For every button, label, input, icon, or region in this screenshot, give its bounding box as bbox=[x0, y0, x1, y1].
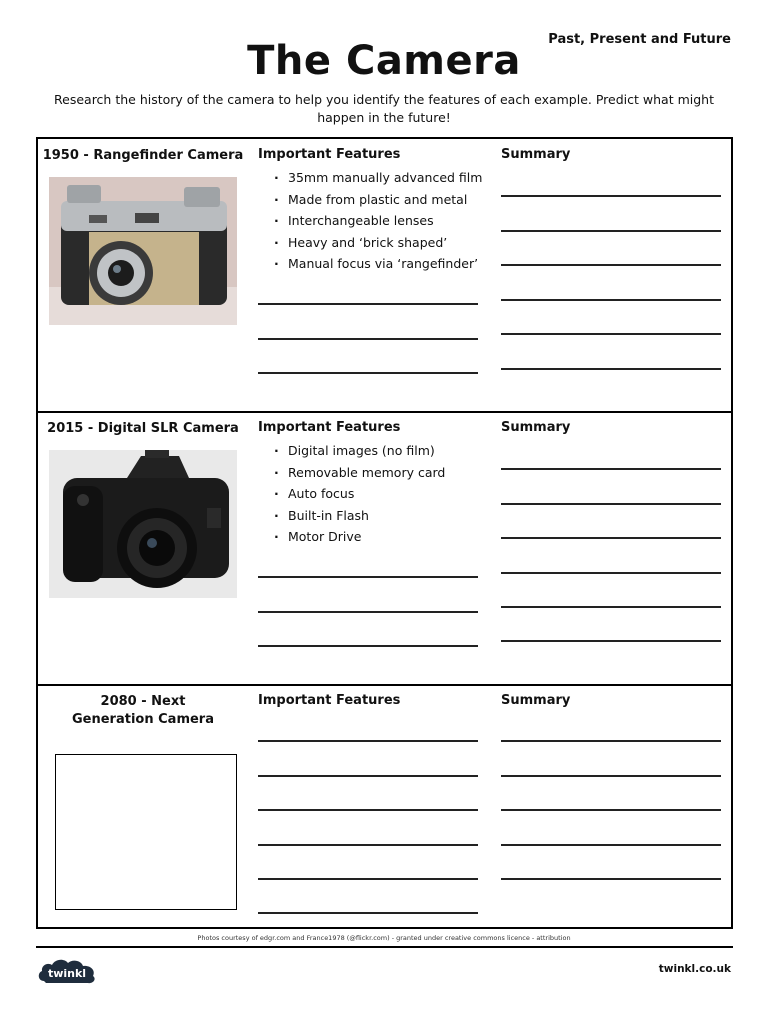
summary-writing-line[interactable] bbox=[501, 368, 721, 370]
website-link[interactable]: twinkl.co.uk bbox=[658, 963, 731, 975]
row-next-generation bbox=[38, 685, 731, 925]
summary-writing-line[interactable] bbox=[501, 740, 721, 742]
feature-item: · Motor Drive bbox=[274, 526, 445, 548]
feature-writing-line[interactable] bbox=[258, 740, 478, 742]
summary-writing-line[interactable] bbox=[501, 537, 721, 539]
feature-list bbox=[274, 440, 445, 548]
feature-item: · Removable memory card bbox=[274, 462, 445, 484]
feature-writing-line[interactable] bbox=[258, 611, 478, 613]
feature-item: · Digital images (no film) bbox=[274, 440, 445, 462]
feature-item: · Made from plastic and metal bbox=[274, 189, 482, 211]
page-title: The Camera bbox=[247, 38, 521, 84]
feature-writing-line[interactable] bbox=[258, 844, 478, 846]
summary-heading: Summary bbox=[501, 147, 571, 162]
feature-writing-line[interactable] bbox=[258, 912, 478, 914]
summary-writing-line[interactable] bbox=[501, 775, 721, 777]
camera-table bbox=[36, 137, 733, 929]
photo-credit: Photos courtesy of edgr.com and France1978 (@flickr.com) - granted under creative commons licence - attribution bbox=[197, 934, 571, 942]
feature-item: · Manual focus via ‘rangefinder’ bbox=[274, 253, 482, 275]
row-digital-slr bbox=[38, 412, 731, 686]
feature-item: · Heavy and ‘brick shaped’ bbox=[274, 232, 482, 254]
intro-text: Research the history of the camera to help you identify the features of each example. Predict what might happen in the future! bbox=[54, 92, 714, 125]
summary-writing-line[interactable] bbox=[501, 468, 721, 470]
twinkl-logo[interactable] bbox=[36, 955, 98, 987]
feature-item: · 35mm manually advanced film bbox=[274, 167, 482, 189]
feature-writing-line[interactable] bbox=[258, 645, 478, 647]
topic-label: Past, Present and Future bbox=[548, 32, 731, 47]
camera-title: 1950 - Rangefinder Camera bbox=[42, 148, 244, 163]
features-heading: Important Features bbox=[258, 693, 401, 708]
summary-writing-line[interactable] bbox=[501, 503, 721, 505]
summary-writing-line[interactable] bbox=[501, 606, 721, 608]
summary-writing-line[interactable] bbox=[501, 195, 721, 197]
summary-heading: Summary bbox=[501, 420, 571, 435]
slr-photo bbox=[49, 450, 237, 598]
summary-writing-line[interactable] bbox=[501, 844, 721, 846]
logo-text: twinkl bbox=[47, 967, 87, 980]
drawing-box[interactable] bbox=[55, 754, 237, 910]
feature-item: · Auto focus bbox=[274, 483, 445, 505]
summary-writing-line[interactable] bbox=[501, 299, 721, 301]
summary-writing-line[interactable] bbox=[501, 878, 721, 880]
feature-writing-line[interactable] bbox=[258, 338, 478, 340]
rangefinder-photo bbox=[49, 177, 237, 325]
summary-writing-line[interactable] bbox=[501, 640, 721, 642]
feature-writing-line[interactable] bbox=[258, 372, 478, 374]
row-rangefinder bbox=[38, 139, 731, 413]
summary-writing-line[interactable] bbox=[501, 264, 721, 266]
summary-writing-line[interactable] bbox=[501, 230, 721, 232]
feature-writing-line[interactable] bbox=[258, 576, 478, 578]
summary-writing-line[interactable] bbox=[501, 809, 721, 811]
summary-writing-line[interactable] bbox=[501, 333, 721, 335]
feature-item: · Built-in Flash bbox=[274, 505, 445, 527]
feature-writing-line[interactable] bbox=[258, 775, 478, 777]
feature-writing-line[interactable] bbox=[258, 809, 478, 811]
summary-writing-line[interactable] bbox=[501, 572, 721, 574]
feature-item: · Interchangeable lenses bbox=[274, 210, 482, 232]
camera-title: 2080 - Next Generation Camera bbox=[72, 694, 214, 727]
footer-rule bbox=[36, 946, 733, 948]
feature-writing-line[interactable] bbox=[258, 878, 478, 880]
feature-list bbox=[274, 167, 482, 275]
features-heading: Important Features bbox=[258, 420, 401, 435]
camera-title: 2015 - Digital SLR Camera bbox=[47, 421, 239, 436]
features-heading: Important Features bbox=[258, 147, 401, 162]
feature-writing-line[interactable] bbox=[258, 303, 478, 305]
summary-heading: Summary bbox=[501, 693, 571, 708]
